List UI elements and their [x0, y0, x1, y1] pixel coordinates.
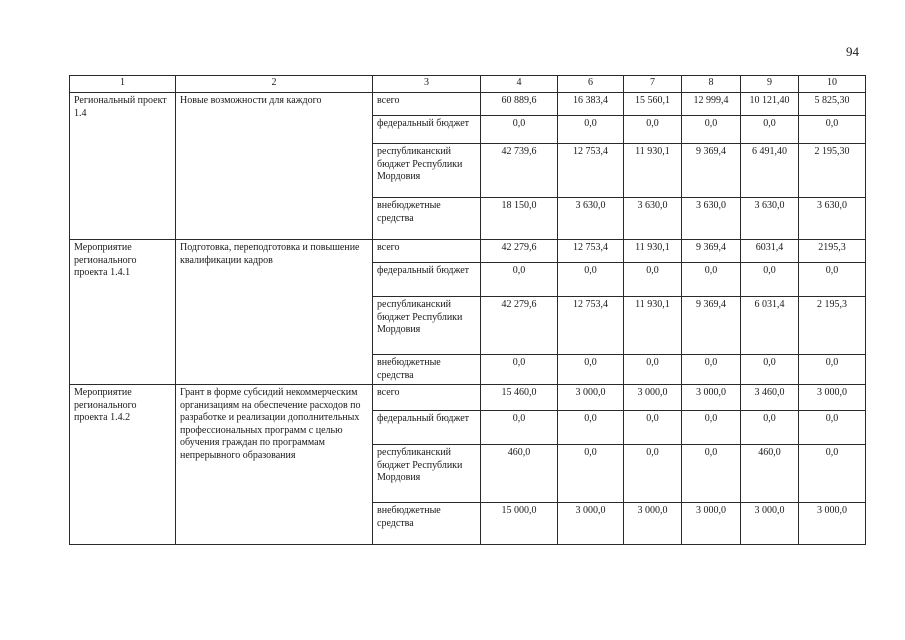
value-cell: 3 630,0 [741, 198, 799, 240]
value-cell: 0,0 [558, 445, 624, 503]
column-header: 10 [799, 76, 866, 93]
funding-source: внебюджетные средства [373, 355, 481, 385]
value-cell: 0,0 [741, 355, 799, 385]
value-cell: 11 930,1 [624, 297, 682, 355]
value-cell: 16 383,4 [558, 93, 624, 116]
funding-source: республиканский бюджет Республики Мордовия [373, 144, 481, 198]
value-cell: 5 825,30 [799, 93, 866, 116]
column-header: 2 [176, 76, 373, 93]
value-cell: 0,0 [624, 355, 682, 385]
budget-table [69, 75, 866, 545]
value-cell: 0,0 [481, 411, 558, 445]
value-cell: 10 121,40 [741, 93, 799, 116]
value-cell: 3 000,0 [624, 385, 682, 411]
table-row [70, 240, 866, 263]
value-cell: 42 739,6 [481, 144, 558, 198]
value-cell: 0,0 [799, 116, 866, 144]
value-cell: 0,0 [558, 116, 624, 144]
value-cell: 11 930,1 [624, 240, 682, 263]
value-cell: 11 930,1 [624, 144, 682, 198]
value-cell: 12 753,4 [558, 240, 624, 263]
column-header-row [70, 76, 866, 93]
value-cell: 0,0 [741, 263, 799, 297]
value-cell: 3 000,0 [624, 503, 682, 545]
value-cell: 0,0 [799, 411, 866, 445]
value-cell: 3 000,0 [558, 503, 624, 545]
value-cell: 3 630,0 [558, 198, 624, 240]
value-cell: 12 753,4 [558, 144, 624, 198]
value-cell: 0,0 [558, 355, 624, 385]
value-cell: 3 000,0 [558, 385, 624, 411]
value-cell: 2 195,30 [799, 144, 866, 198]
value-cell: 0,0 [481, 263, 558, 297]
value-cell: 12 999,4 [682, 93, 741, 116]
column-header: 9 [741, 76, 799, 93]
value-cell: 3 630,0 [799, 198, 866, 240]
project-description: Новые возможности для каждого [176, 93, 373, 240]
value-cell: 0,0 [558, 411, 624, 445]
column-header: 1 [70, 76, 176, 93]
value-cell: 0,0 [624, 263, 682, 297]
value-cell: 3 000,0 [682, 503, 741, 545]
value-cell: 12 753,4 [558, 297, 624, 355]
value-cell: 0,0 [741, 411, 799, 445]
value-cell: 9 369,4 [682, 144, 741, 198]
value-cell: 3 630,0 [682, 198, 741, 240]
value-cell: 2 195,3 [799, 297, 866, 355]
project-description: Грант в форме субсидий некоммерческим организациям на обеспечение расходов по разработке и реализации дополнительных профессиональных программ с целью обучения граждан по программам непрерывного образования [176, 385, 373, 545]
value-cell: 0,0 [624, 411, 682, 445]
funding-source: всего [373, 240, 481, 263]
table-body [70, 76, 866, 545]
project-name: Региональный проект 1.4 [70, 93, 176, 240]
value-cell: 0,0 [481, 355, 558, 385]
value-cell: 3 460,0 [741, 385, 799, 411]
column-header: 3 [373, 76, 481, 93]
value-cell: 0,0 [682, 355, 741, 385]
funding-source: всего [373, 93, 481, 116]
project-name: Мероприятие регионального проекта 1.4.2 [70, 385, 176, 545]
project-description: Подготовка, переподготовка и повышение квалификации кадров [176, 240, 373, 385]
value-cell: 6031,4 [741, 240, 799, 263]
value-cell: 6 491,40 [741, 144, 799, 198]
funding-source: федеральный бюджет [373, 263, 481, 297]
value-cell: 3 000,0 [799, 503, 866, 545]
funding-source: внебюджетные средства [373, 198, 481, 240]
value-cell: 0,0 [682, 116, 741, 144]
value-cell: 15 000,0 [481, 503, 558, 545]
column-header: 7 [624, 76, 682, 93]
funding-source: федеральный бюджет [373, 116, 481, 144]
column-header: 8 [682, 76, 741, 93]
table-row [70, 93, 866, 116]
value-cell: 3 000,0 [741, 503, 799, 545]
value-cell: 15 560,1 [624, 93, 682, 116]
value-cell: 9 369,4 [682, 240, 741, 263]
funding-source: внебюджетные средства [373, 503, 481, 545]
value-cell: 42 279,6 [481, 240, 558, 263]
value-cell: 0,0 [799, 445, 866, 503]
value-cell: 0,0 [799, 355, 866, 385]
column-header: 6 [558, 76, 624, 93]
value-cell: 6 031,4 [741, 297, 799, 355]
value-cell: 3 000,0 [682, 385, 741, 411]
value-cell: 0,0 [799, 263, 866, 297]
project-name: Мероприятие регионального проекта 1.4.1 [70, 240, 176, 385]
funding-source: республиканский бюджет Республики Мордовия [373, 297, 481, 355]
value-cell: 0,0 [481, 116, 558, 144]
value-cell: 0,0 [624, 116, 682, 144]
value-cell: 15 460,0 [481, 385, 558, 411]
value-cell: 9 369,4 [682, 297, 741, 355]
value-cell: 3 000,0 [799, 385, 866, 411]
value-cell: 0,0 [682, 411, 741, 445]
value-cell: 18 150,0 [481, 198, 558, 240]
table-row [70, 385, 866, 411]
value-cell: 0,0 [558, 263, 624, 297]
value-cell: 0,0 [682, 445, 741, 503]
value-cell: 0,0 [741, 116, 799, 144]
funding-source: республиканский бюджет Республики Мордовия [373, 445, 481, 503]
value-cell: 0,0 [682, 263, 741, 297]
column-header: 4 [481, 76, 558, 93]
value-cell: 60 889,6 [481, 93, 558, 116]
funding-source: федеральный бюджет [373, 411, 481, 445]
page-number: 94 [846, 44, 859, 59]
value-cell: 460,0 [741, 445, 799, 503]
value-cell: 2195,3 [799, 240, 866, 263]
value-cell: 0,0 [624, 445, 682, 503]
value-cell: 460,0 [481, 445, 558, 503]
value-cell: 42 279,6 [481, 297, 558, 355]
funding-source: всего [373, 385, 481, 411]
value-cell: 3 630,0 [624, 198, 682, 240]
